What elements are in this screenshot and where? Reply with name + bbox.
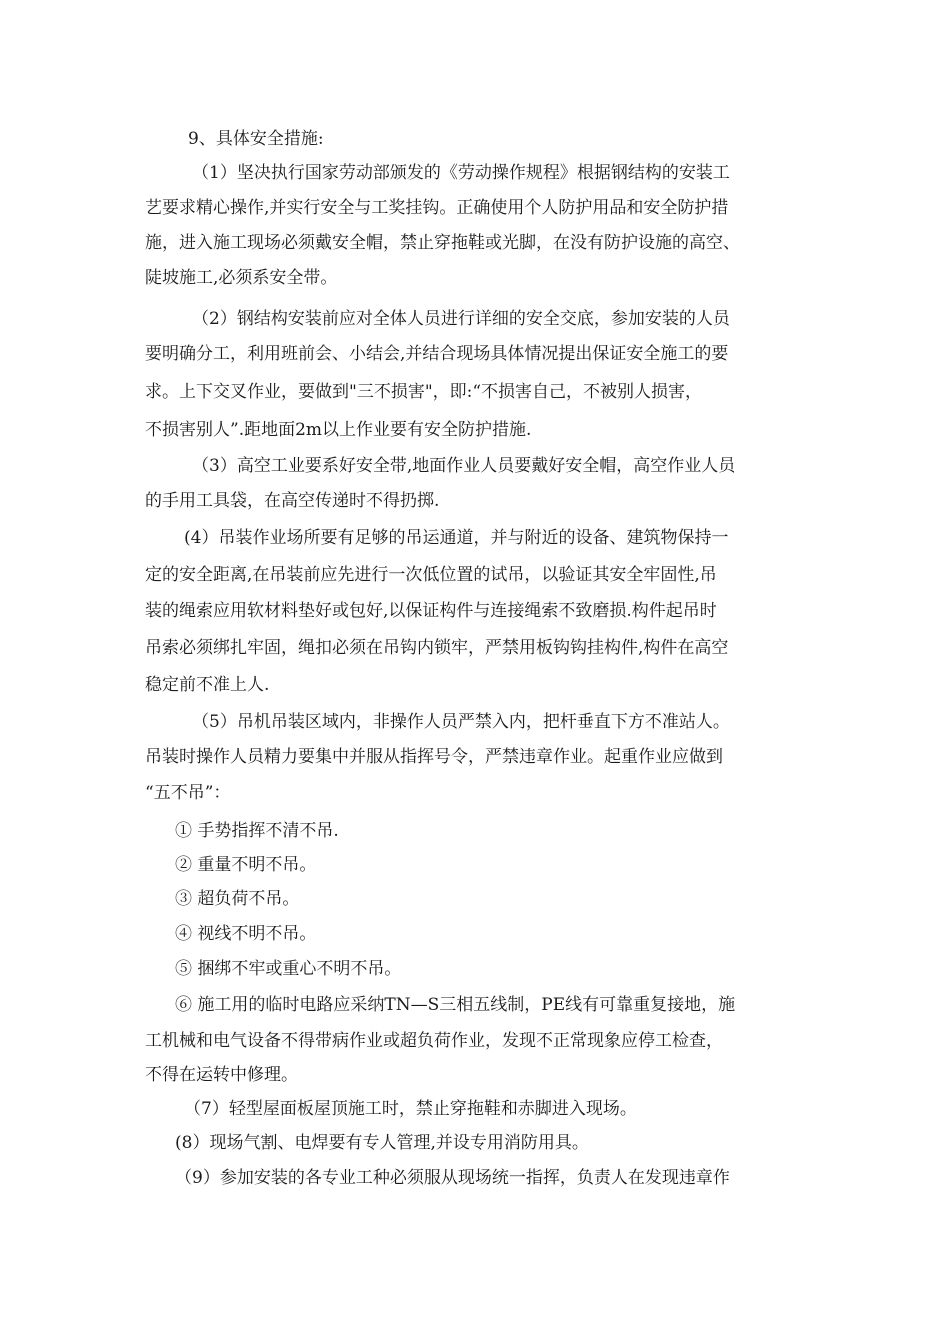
paragraph-line: （2）钢结构安装前应对全体人员进行详细的安全交底，参加安装的人员 <box>192 309 730 329</box>
paragraph-line: 艺要求精心操作,并实行安全与工奖挂钩。正确使用个人防护用品和安全防护措 <box>145 198 729 218</box>
paragraph-line: （9）参加安装的各专业工种必须服从现场统一指挥，负责人在发现违章作 <box>175 1168 730 1188</box>
paragraph-line: 不损害别人”.距地面2m以上作业要有安全防护措施. <box>145 420 532 440</box>
paragraph-line: 要明确分工，利用班前会、小结会,并结合现场具体情况提出保证安全施工的要 <box>145 344 729 364</box>
paragraph-line: 装的绳索应用软材料垫好或包好,以保证构件与连接绳索不致磨损.构件起吊时 <box>145 601 717 621</box>
list-item: ① 手势指挥不清不吊. <box>175 821 339 841</box>
paragraph-line: 吊装时操作人员精力要集中并服从指挥号令，严禁违章作业。起重作业应做到 <box>145 747 723 767</box>
paragraph-line: （7）轻型屋面板屋顶施工时，禁止穿拖鞋和赤脚进入现场。 <box>184 1099 637 1119</box>
paragraph-line: 吊索必须绑扎牢固，绳扣必须在吊钩内锁牢，严禁用板钩钩挂构件,构件在高空 <box>145 638 729 658</box>
paragraph-line: （1）坚决执行国家劳动部颁发的《劳动操作规程》根据钢结构的安装工 <box>192 163 730 183</box>
paragraph-line: 定的安全距离,在吊装前应先进行一次低位置的试吊，以验证其安全牢固性,吊 <box>145 565 717 585</box>
paragraph-line: 稳定前不准上人. <box>145 675 270 695</box>
paragraph-line: ⑥ 施工用的临时电路应采纳TN—S三相五线制，PE线有可靠重复接地，施 <box>175 995 736 1015</box>
paragraph-line: 的手用工具袋，在高空传递时不得扔掷. <box>145 491 440 511</box>
list-item: ② 重量不明不吊。 <box>175 855 317 875</box>
paragraph-line: 求。上下交叉作业，要做到"三不损害"，即:“不损害自己，不被别人损害， <box>145 382 703 402</box>
paragraph-line: 不得在运转中修理。 <box>145 1065 298 1085</box>
paragraph-line: “五不吊”： <box>145 783 231 803</box>
paragraph-line: 陡坡施工,必须系安全带。 <box>145 268 338 288</box>
list-item: ⑤ 捆绑不牢或重心不明不吊。 <box>175 959 402 979</box>
paragraph-line: （3）高空工业要系好安全带,地面作业人员要戴好安全帽，高空作业人员 <box>192 456 736 476</box>
paragraph-line: （5）吊机吊装区域内，非操作人员严禁入内，把杆垂直下方不准站人。 <box>192 712 730 732</box>
section-heading: 9、具体安全措施: <box>188 129 324 149</box>
list-item: ③ 超负荷不吊。 <box>175 889 300 909</box>
paragraph-line: (8）现场气割、电焊要有专人管理,并设专用消防用具。 <box>175 1133 589 1153</box>
paragraph-line: 施，进入施工现场必须戴安全帽，禁止穿拖鞋或光脚，在没有防护设施的高空、 <box>145 233 740 253</box>
paragraph-line: (4）吊装作业场所要有足够的吊运通道，并与附近的设备、建筑物保持一 <box>184 528 729 548</box>
list-item: ④ 视线不明不吊。 <box>175 924 317 944</box>
paragraph-line: 工机械和电气设备不得带病作业或超负荷作业，发现不正常现象应停工检查， <box>145 1031 723 1051</box>
